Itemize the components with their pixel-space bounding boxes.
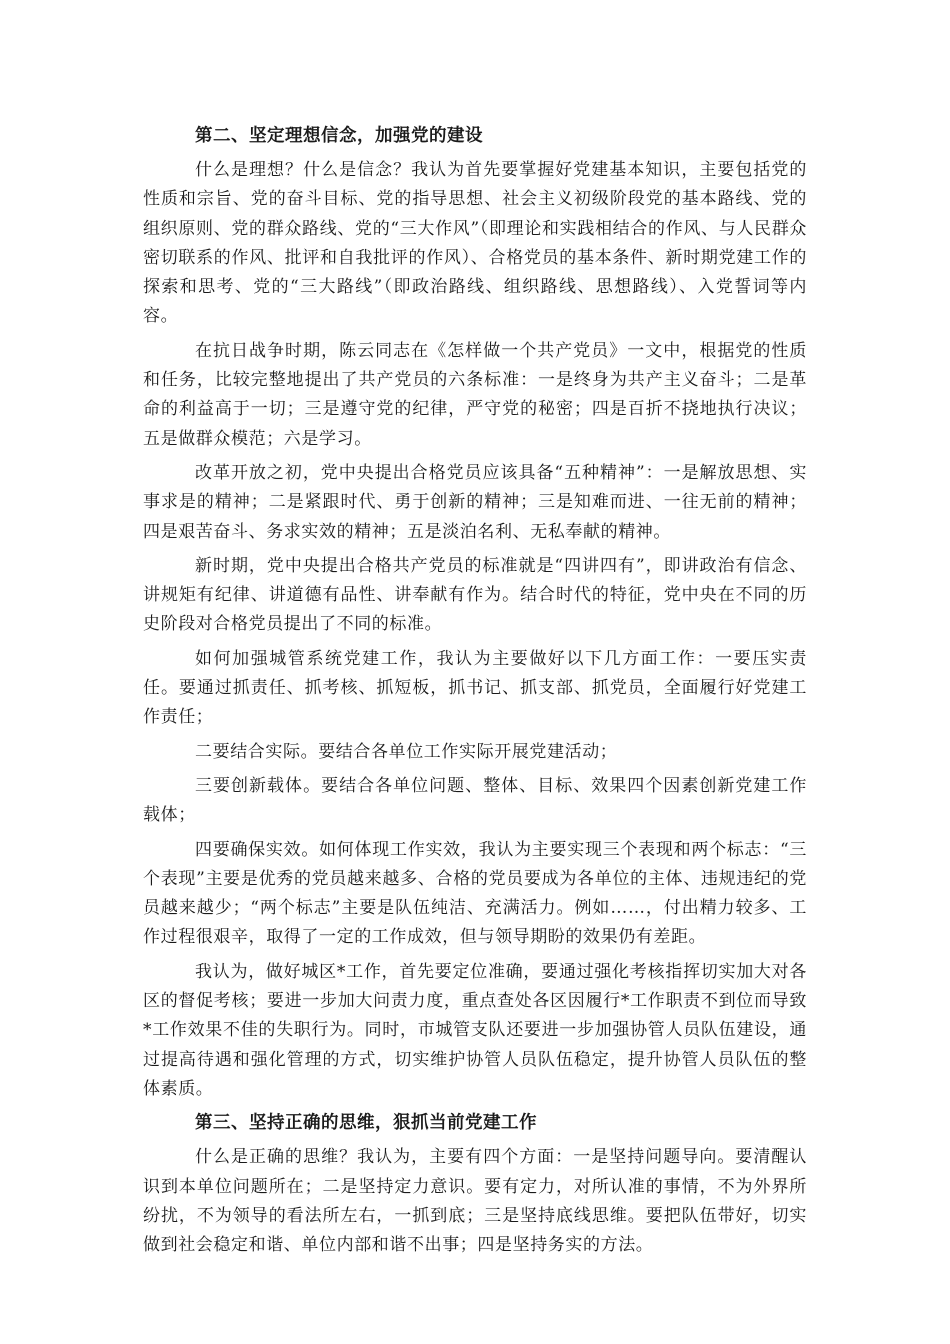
paragraph: 在抗日战争时期，陈云同志在《怎样做一个共产党员》一文中，根据党的性质和任务，比较完整地提出了共产党员的六条标准：一是终身为共产主义奋斗；二是革命的利益高于一切；三是遵守党的纪律，严守党的秘密；四是百折不挠地执行决议；五是做群众模范；六是学习。 [143, 340, 807, 449]
paragraph: 什么是正确的思维？我认为，主要有四个方面：一是坚持问题导向。要清醒认识到本单位问题所在；二是坚持定力意识。要有定力，对所认准的事情，不为外界所纷扰，不为领导的看法所左右，一抓到底；三是坚持底线思维。要把队伍带好，切实做到社会稳定和谐、单位内部和谐不出事；四是坚持务实的方法。 [143, 1147, 807, 1256]
paragraph: 如何加强城管系统党建工作，我认为主要做好以下几方面工作：一要压实责任。要通过抓责任、抓考核、抓短板，抓书记、抓支部、抓党员，全面履行好党建工作责任； [143, 648, 807, 728]
paragraph: 什么是理想？什么是信念？我认为首先要掌握好党建基本知识，主要包括党的性质和宗旨、党的奋斗目标、党的指导思想、社会主义初级阶段党的基本路线、党的组织原则、党的群众路线、党的“三大作风”（即理论和实践相结合的作风、与人民群众密切联系的作风、批评和自我批评的作风）、合格党员的基本条件、新时期党建工作的探索和思考、党的“三大路线”（即政治路线、组织路线、思想路线）、入党誓词等内容。 [143, 160, 807, 327]
paragraph: 三要创新载体。要结合各单位问题、整体、目标、效果四个因素创新党建工作载体； [143, 775, 807, 826]
document-page [143, 122, 807, 1265]
paragraph: 二要结合实际。要结合各单位工作实际开展党建活动； [195, 741, 618, 762]
paragraph: 我认为，做好城区*工作，首先要定位准确，要通过强化考核指挥切实加大对各区的督促考核；要进一步加大问责力度，重点查处各区因履行*工作职责不到位而导致*工作效果不佳的失职行为。同时，市城管支队还要进一步加强协管人员队伍建设，通过提高待遇和强化管理的方式，切实维护协管人员队伍稳定，提升协管人员队伍的整体素质。 [143, 961, 807, 1099]
section-heading-2: 第二、坚定理想信念，加强党的建设 [195, 126, 483, 146]
paragraph: 新时期，党中央提出合格共产党员的标准就是“四讲四有”，即讲政治有信念、讲规矩有纪律、讲道德有品性、讲奉献有作为。结合时代的特征，党中央在不同的历史阶段对合格党员提出了不同的标准。 [143, 555, 807, 635]
section-heading-3: 第三、坚持正确的思维，狠抓当前党建工作 [195, 1113, 537, 1134]
paragraph: 四要确保实效。如何体现工作实效，我认为主要实现三个表现和两个标志：“三个表现”主要是优秀的党员越来越多、合格的党员要成为各单位的主体、违规违纪的党员越来越少；“两个标志”主要是队伍纯洁、充满活力。例如……，付出精力较多、工作过程很艰辛，取得了一定的工作成效，但与领导期盼的效果仍有差距。 [143, 839, 807, 948]
paragraph: 改革开放之初，党中央提出合格党员应该具备“五种精神”：一是解放思想、实事求是的精神；二是紧跟时代、勇于创新的精神；三是知难而进、一往无前的精神；四是艰苦奋斗、务求实效的精神；五是淡泊名利、无私奉献的精神。 [143, 462, 807, 542]
